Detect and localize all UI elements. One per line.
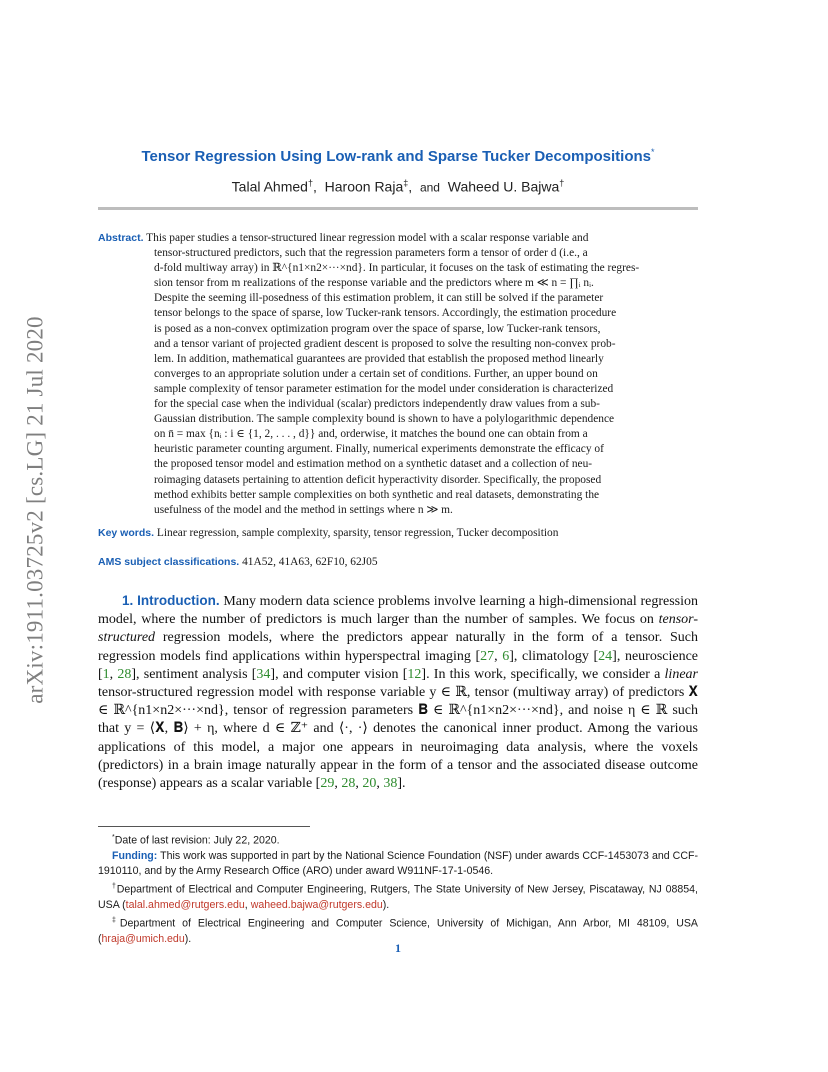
body-text: ], neuroscience [: [98, 648, 699, 682]
abstract-line: heuristic parameter counting argument. Finally, numerical experiments demonstrate the efficacy of: [154, 443, 604, 456]
footnote-date-text: Date of last revision: July 22, 2020.: [114, 834, 280, 847]
introduction-heading: 1. Introduction.: [122, 593, 220, 608]
abstract-line: method exhibits better sample complexities on both synthetic and real datasets, demonstrating the: [154, 488, 600, 501]
author-name: Waheed U. Bajwa: [447, 178, 560, 195]
citation-link[interactable]: 38: [383, 776, 398, 792]
footnote-divider: [98, 826, 310, 827]
body-text: ]. In this work, specifically, we consider a: [421, 666, 665, 682]
title-divider: [98, 207, 698, 210]
abstract-line: Despite the seeming ill-posedness of this estimation problem, it can still be solved if the parameter: [154, 292, 604, 305]
ams-text: 41A52, 41A63, 62F10, 62J05: [242, 556, 378, 568]
citation-link[interactable]: 1: [102, 666, 110, 682]
abstract-line: lem. In addition, mathematical guarantees are provided that establish the proposed method linearly: [154, 352, 604, 365]
body-text: ,: [376, 776, 384, 792]
paper-title-text: Tensor Regression Using Low-rank and Sparse Tucker Decompositions: [141, 148, 652, 165]
citation-link[interactable]: 6: [502, 648, 510, 664]
abstract-line: d-fold multiway array) in ℝ^{n1×n2×···×nd}. In particular, it focuses on the task of estimating the regres-: [154, 262, 640, 275]
body-text: ,: [109, 666, 118, 682]
footnotes: [98, 830, 698, 947]
author-separator: ,: [312, 178, 317, 195]
citation-link[interactable]: 24: [598, 648, 613, 664]
email-link-talal[interactable]: talal.ahmed@rutgers.edu: [125, 898, 245, 911]
body-text: ,: [355, 776, 363, 792]
body-text: ], sentiment analysis [: [131, 666, 257, 682]
abstract-line: for the special case when the individual (scalar) predictors independently draw values from a sub-: [154, 398, 600, 411]
abstract: [98, 231, 698, 518]
citation-link[interactable]: 20: [362, 776, 377, 792]
author-affiliation-mark: ‡: [403, 178, 409, 188]
body-text: ], climatology [: [509, 648, 599, 664]
abstract-line: tensor belongs to the space of sparse, low Tucker-rank tensors. Accordingly, the estimation procedure: [154, 307, 617, 320]
author-separator: ,: [408, 178, 413, 195]
citation-link[interactable]: 27: [480, 648, 495, 664]
body-text: ], and computer vision [: [270, 666, 408, 682]
body-text: Many modern data science problems involve learning a high-dimensional regression model, where the number of predictors is much larger than the number of samples. We focus on: [98, 594, 698, 628]
abstract-line: the proposed tensor model and estimation method on a synthetic dataset and a collection of neu-: [154, 458, 593, 471]
keywords: [98, 527, 698, 539]
footnote-mark: ‡: [112, 917, 120, 925]
abstract-line: sample complexity of tensor parameter estimation for the model under consideration is characterized: [154, 382, 614, 395]
emphasis-text: tensor-structured: [98, 612, 698, 646]
citation-link[interactable]: 28: [341, 776, 356, 792]
ams-classifications: [98, 556, 698, 568]
rutgers-affiliation-end: ).: [382, 898, 390, 911]
keywords-label: Key words.: [98, 527, 155, 539]
funding-label: Funding:: [112, 849, 158, 862]
umich-affiliation-text: Department of Electrical Engineering and Computer Science, University of Michigan, Ann Arbor, MI 48109, USA (: [98, 917, 698, 945]
introduction-paragraph: [98, 592, 698, 793]
page-number: 1: [395, 941, 401, 955]
citation-link[interactable]: 29: [320, 776, 335, 792]
abstract-line: and a tensor variant of projected gradient descent is proposed to solve the resulting non-convex prob-: [154, 337, 616, 350]
title-footnote-mark: *: [651, 147, 655, 157]
arxiv-side-identifier: [19, 265, 53, 755]
email-link-haroon[interactable]: hraja@umich.edu: [101, 932, 185, 945]
abstract-label: Abstract.: [98, 232, 144, 244]
author-name: Talal Ahmed: [231, 178, 308, 195]
citation-link[interactable]: 34: [256, 666, 271, 682]
citation-link[interactable]: 12: [407, 666, 422, 682]
footnote-funding: [98, 849, 698, 879]
citation-link[interactable]: 28: [117, 666, 132, 682]
body-text: regression models, where the predictors appear naturally in the form of a tensor. Such regression models find applications within hyperspectral imaging [: [98, 630, 698, 664]
ams-label: AMS subject classifications.: [98, 556, 240, 568]
abstract-line: on n̄ = max {nᵢ : i ∈ {1, 2, . . . , d}} and, orderwise, it matches the bound one can obtain from a: [154, 428, 588, 441]
body-text: ,: [334, 776, 342, 792]
footnote-date: [98, 830, 698, 849]
rutgers-affiliation-text: Department of Electrical and Computer Engineering, Rutgers, The State University of New Jersey, Piscataway, NJ 08854, USA (: [98, 883, 698, 911]
author-name: Haroon Raja: [324, 178, 404, 195]
abstract-line: usefulness of the model and the method in settings where n ≫ m.: [154, 503, 453, 516]
footnote-mark: *: [112, 834, 115, 841]
author-affiliation-mark: †: [559, 178, 565, 188]
author-affiliation-mark: †: [307, 178, 313, 188]
funding-text: This work was supported in part by the National Science Foundation (NSF) under awards CCF-1453073 and CCF-1910110, and by the Army Research Office (ARO) under award W911NF-17-1-0546.: [98, 849, 698, 877]
footnote-rutgers-affiliation: [98, 879, 698, 913]
body-text: ].: [397, 776, 406, 792]
footnote-mark: †: [112, 883, 117, 891]
umich-affiliation-end: ).: [184, 932, 192, 945]
abstract-line: is posed as a non-convex optimization program over the space of sparse, low Tucker-rank tensors,: [154, 322, 601, 335]
arxiv-identifier-text: arXiv:1911.03725v2 [cs.LG] 21 Jul 2020: [23, 316, 49, 704]
abstract-line: converges to an appropriate solution under a certain set of conditions. Further, an upper bound on: [154, 367, 598, 380]
emphasis-text: linear: [664, 666, 698, 682]
keywords-text: Linear regression, sample complexity, sparsity, tensor regression, Tucker decomposition: [156, 527, 559, 539]
abstract-line: This paper studies a tensor-structured linear regression model with a scalar response variable and: [146, 232, 589, 244]
body-text: ,: [494, 648, 503, 664]
abstract-line: tensor-structured predictors, such that the regression parameters form a tensor of order d (i.e., a: [154, 247, 588, 260]
abstract-line: Gaussian distribution. The sample complexity bound is shown to have a polylogarithmic dependence: [154, 413, 615, 426]
abstract-line: sion tensor from m realizations of the response variable and the predictors where m ≪ n = ∏ᵢ nᵢ.: [154, 277, 594, 290]
paper-title: [98, 147, 698, 165]
body-text: tensor-structured regression model with response variable y ∈ ℝ, tensor (multiway array) of predictors 𝐗 ∈ ℝ^{n1×n2×···×nd}, tensor of regression parameters 𝐁 ∈ ℝ^{n1×n2×···×nd}, and noise η ∈ ℝ such that y = ⟨𝐗, 𝐁⟩ + η, where d ∈ ℤ⁺ and ⟨·, ·⟩ denotes the canonical inner product. Among the various applications of this model, a major one appears in neuroimaging data analysis, where the voxels (predictors) in a brain image naturally appear in the form of a tensor and the associated disease outcome (response) appears as a scalar variable [: [98, 685, 698, 792]
author-list: [98, 178, 698, 195]
abstract-line: roimaging datasets pertaining to attention deficit hyperactivity disorder. Specifically, the proposed: [154, 473, 602, 486]
email-link-waheed[interactable]: waheed.bajwa@rutgers.edu: [250, 898, 383, 911]
author-conjunction: and: [419, 180, 440, 195]
email-separator: ,: [244, 898, 251, 911]
